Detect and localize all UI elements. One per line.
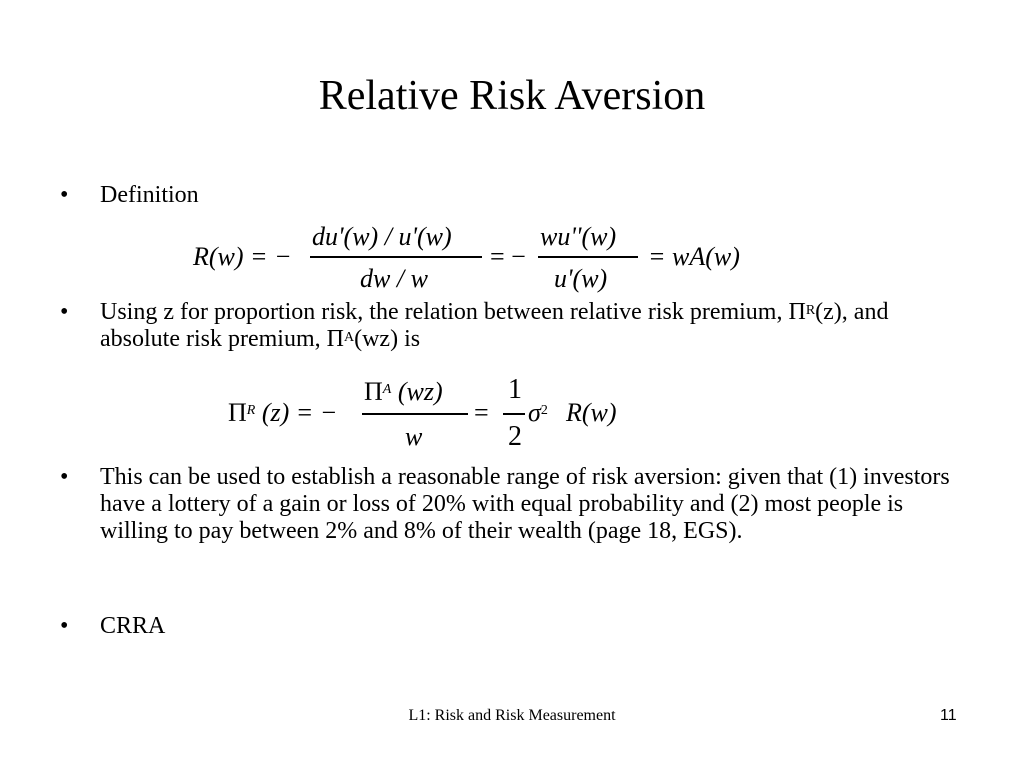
eq1-lhs: R(w) = −	[193, 242, 292, 271]
eq1-numerator-2: wu''(w)	[540, 222, 617, 251]
eq2-half-denominator: 2	[508, 421, 522, 452]
bullet-text: Using z for proportion risk, the relation between relative risk premium, $\Pi^R(z)$, and absolute risk premium, $\Pi^A(wz)$ is	[100, 299, 889, 352]
bullet-dot: •	[60, 299, 69, 325]
eq2-half-numerator: 1	[508, 374, 522, 405]
bullet-text: CRRA	[100, 613, 166, 639]
eq1-denominator-2: u'(w)	[554, 264, 608, 293]
eq2-fraction-bar-2	[503, 413, 525, 415]
eq2-denominator: w	[405, 422, 423, 451]
eq2-numerator: $\Pi^A$ (wz)	[364, 377, 443, 406]
slide-title: Relative Risk Aversion	[318, 73, 706, 119]
page-number: 11	[940, 707, 957, 724]
eq1-rhs: = wA(w)	[648, 242, 740, 271]
eq1-denominator-1: dw / w	[360, 264, 428, 293]
eq2-sigma: $\sigma^2$	[528, 398, 548, 427]
eq1-mid: = −	[490, 242, 526, 271]
eq2-lhs: $\Pi^R$ (z) = −	[228, 398, 338, 427]
bullet-text: Definition	[100, 182, 199, 208]
eq2-rhs: R(w)	[566, 398, 617, 427]
eq1-numerator-1: du'(w) / u'(w)	[312, 222, 452, 251]
bullet-dot: •	[60, 613, 69, 639]
bullet-dot: •	[60, 464, 69, 490]
eq2-fraction-bar-1	[362, 413, 468, 415]
bullet-text: This can be used to establish a reasonable range of risk aversion: given that (1) investors have a lottery of a gain or loss of 20% with equal probability and (2) most people is willing to pay between 2% and 8% of their wealth (page 18, EGS).	[100, 464, 950, 544]
bullet-dot: •	[60, 182, 69, 208]
slide-footer: L1: Risk and Risk Measurement	[408, 707, 616, 724]
eq2-mid: =	[474, 398, 489, 427]
